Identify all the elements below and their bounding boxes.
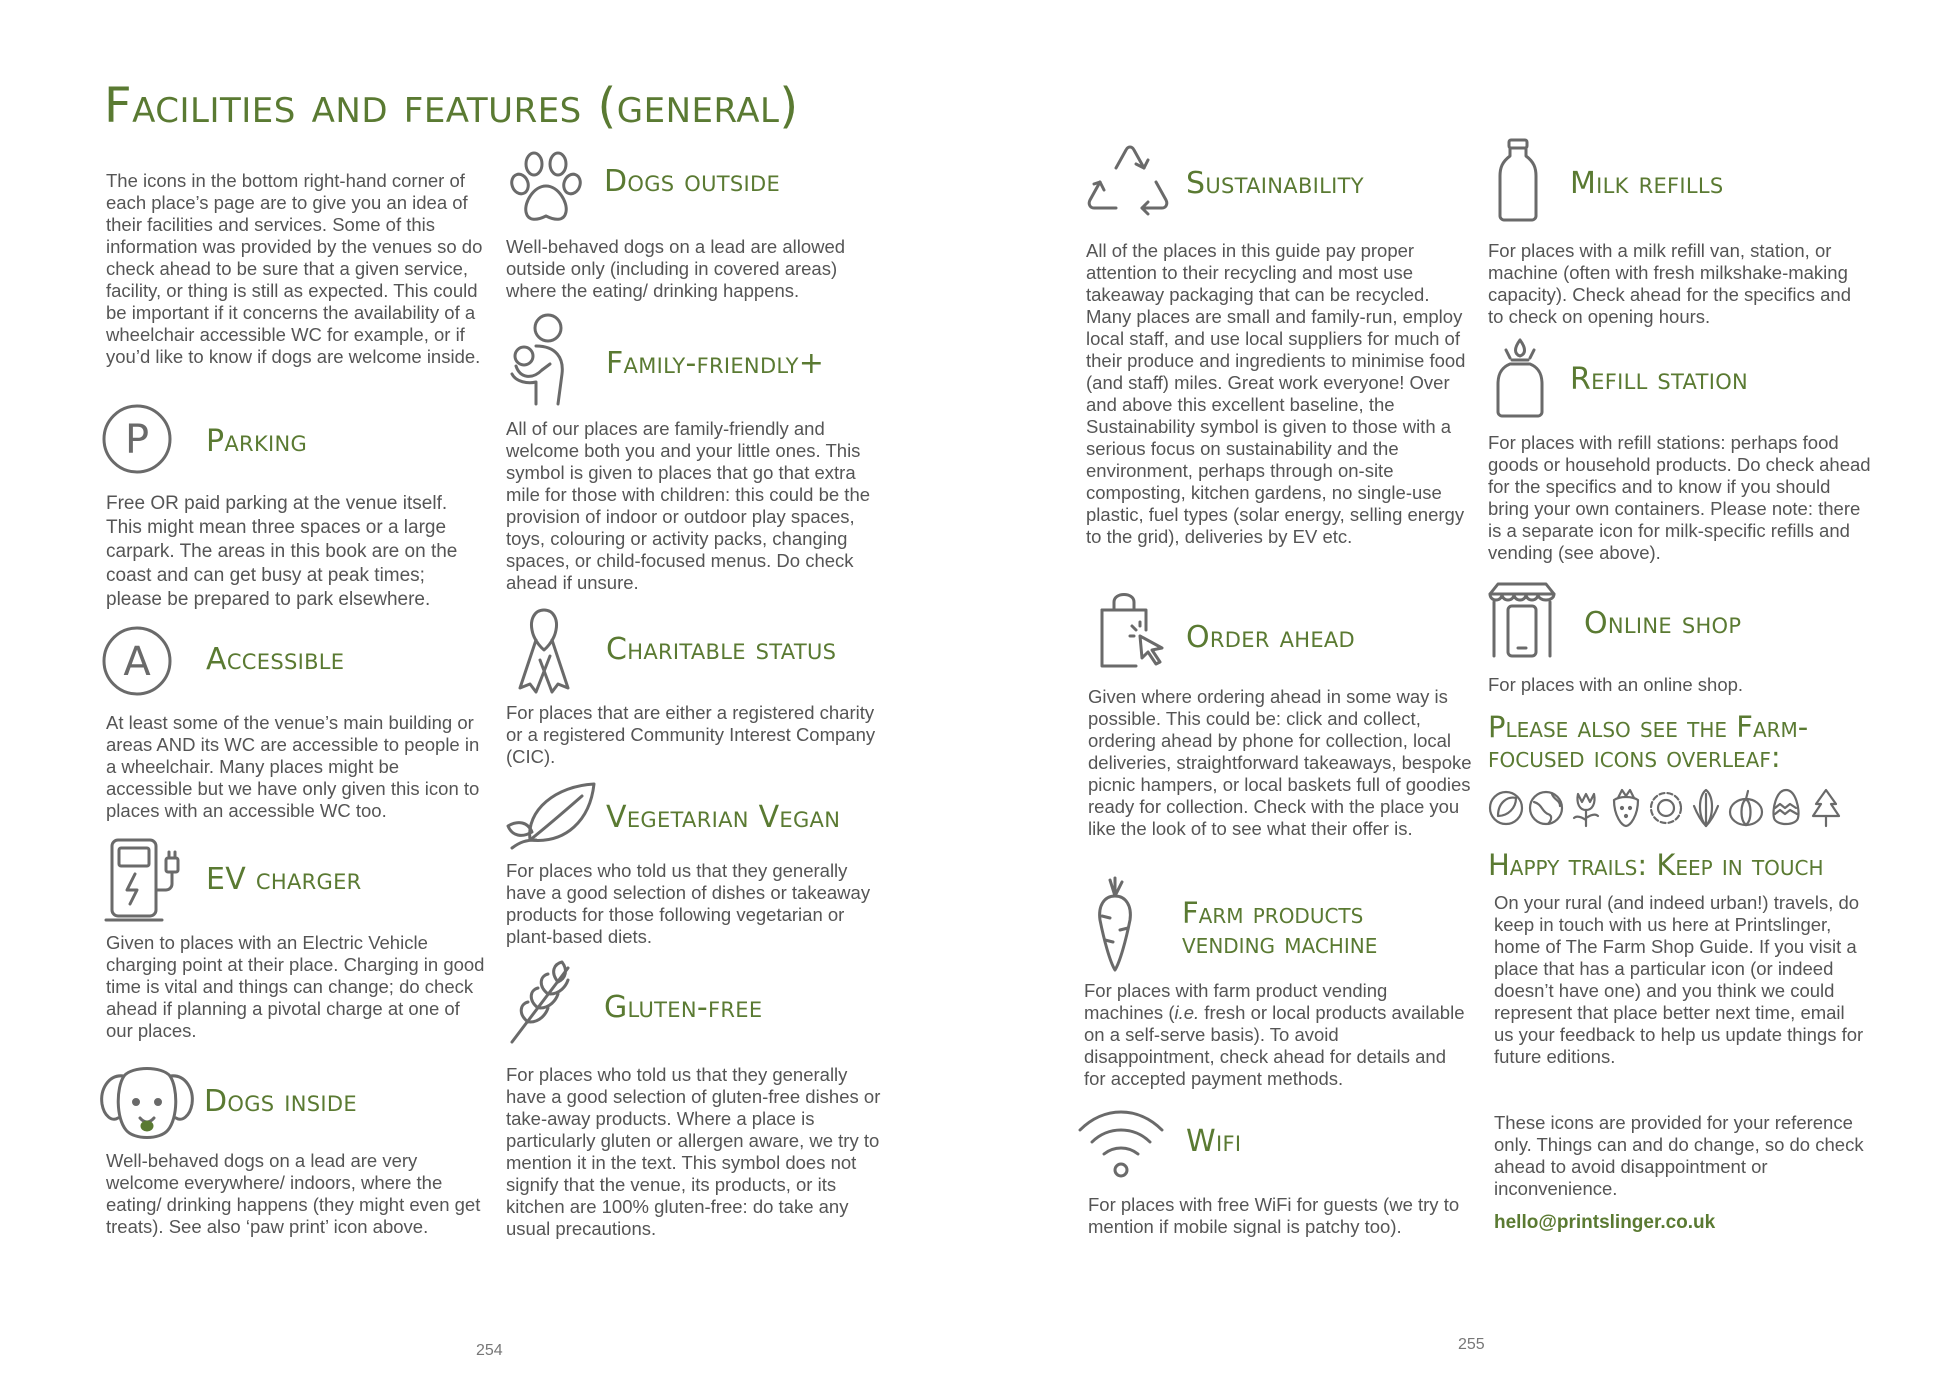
paw-print-icon [506,150,586,228]
charitable-text: For places that are either a registered charity or a registered Community Interest Company (CIC). [506,702,876,767]
dogs-inside-title: Dogs inside [204,1084,357,1119]
wifi-icon [1076,1104,1166,1180]
happy-trails-text: On your rural (and indeed urban!) travels, do keep in touch with us here at Printslinger, home of The Farm Shop Guide. If you visit a place that has a particular icon (or indeed doesn’t have one) and you think we could represent that place better next time, email us your feedback to help us update things for future editions. [1494,892,1864,1067]
farm-title-line1: Farm products [1182,896,1364,930]
farm-icons-row [1488,786,1858,830]
happy-trails-title: Happy trails: Keep in touch [1488,848,1824,882]
ev-charger-icon [104,834,196,926]
parking-text: Free OR paid parking at the venue itself. This might mean three spaces or a large carpark. The areas in this book are on the coast and can get busy at peak times; please be prepared to park elsewhere. [106,493,458,610]
parent-child-icon [506,312,574,408]
online-title: Online shop [1584,606,1742,641]
gluten-text: For places who told us that they generally have a good selection of gluten-free dishes or take-away products. Where a place is particularly gluten or allergen aware, we try to mention it in the text. This symbol does not signify that the venue, its products, or its kitchen are 100% gluten-free: do take any usual precautions. [506,1064,881,1239]
dog-face-icon [98,1060,196,1142]
sunflower-icon [1651,793,1681,823]
farm-text-part: fresh or local products available on a self-serve basis). To avoid disappointment, check ahead for details and for accepted payment methods. [1084,1002,1465,1089]
wifi-text: For places with free WiFi for guests (we try to mention if mobile signal is patchy too). [1088,1194,1460,1237]
family-text: All of our places are family-friendly and welcome both you and your little ones. This symbol is given to places that go that extra mile for those with children: this could be the provision of indoor or outdoor play spaces, toys, colouring or activity packs, changing spaces, or child-focused menus. Do check ahead if unsure. [506,418,871,593]
farm-text-em: i.e. [1174,1002,1200,1023]
milk-bottle-icon [1496,136,1540,222]
sustainability-text: All of the places in this guide pay proper attention to their recycling and most use takeaway packaging that can be recycled. Many places are small and family-run, employ local staff, and use local suppliers for much of their produce and ingredients to minimise food (and staff) miles. Great work everyone! Over and above this excellent baseline, the Sustainability symbol is given to those with a serious focus on sustainability and the environment, perhaps through on-site composting, kitchen gardens, no single-use plastic, fuel types (solar energy, selling energy to the grid), deliveries by EV etc. [1086,240,1466,547]
recycle-icon [1086,142,1170,228]
refill-jar-icon [1494,336,1546,418]
farm-icons-note-line1: Please also see the Farm- [1488,710,1809,744]
globe-icon [1530,792,1562,824]
page-number-left: 254 [476,1342,503,1359]
veg-text: For places who told us that they generally have a good selection of dishes or takeaway products for those following vegetarian or plant-based diets. [506,860,871,947]
accessible-text: At least some of the venue’s main building or areas AND its WC are accessible to people in a wheelchair. Many places might be accessible but we have only given this icon to places with an accessible WC too. [106,712,480,821]
accessible-icon [100,624,174,698]
order-text: Given where ordering ahead in some way is possible. This could be: click and collect, ordering ahead by phone for collection, local deliveries, straightforward takeaways, bespoke picnic hampers, or local baskets full of goodies ready for collection. Check with the place you like the look of to see what their offer is. [1088,686,1472,839]
leaf-icon [506,780,598,850]
ribbon-icon [514,604,574,696]
intro-text: The icons in the bottom right-hand corner of each place’s page are to give you an idea of their facilities and services. Some of this information was provided by the venues so do check ahead to be sure that a given service, facility, or thing is still as expected. This could be important if it concerns the availability of a wheelchair accessible WC for example, or if you’d like to know if dogs are welcome inside. [106,170,483,367]
ev-title: EV charger [206,862,362,897]
carrot-icon [1090,876,1140,974]
leaf-circle-icon [1490,792,1522,824]
contact-email-link[interactable]: hello@printslinger.co.uk [1494,1212,1716,1233]
wifi-title: Wifi [1186,1124,1242,1159]
farm-text [1084,980,1469,1090]
gluten-title: Gluten-free [604,990,763,1025]
milk-text: For places with a milk refill van, station, or machine (often with fresh milkshake-making capacity). Check ahead for the specifics and to check on opening hours. [1488,240,1851,327]
refill-title: Refill station [1570,362,1749,397]
online-text: For places with an online shop. [1488,674,1744,695]
charitable-title: Charitable status [606,632,837,667]
order-title: Order ahead [1186,620,1356,655]
shop-phone-icon [1486,580,1558,660]
farm-text-part: For places with farm product vending machines ( [1084,980,1388,1023]
family-title: Family-friendly+ [606,346,825,381]
veg-title: Vegetarian Vegan [606,800,841,835]
page-title: Facilities and features (general) [104,78,799,134]
dogs-outside-title: Dogs outside [604,164,781,199]
accessible-title: Accessible [206,642,345,677]
page-number-right: 255 [1458,1336,1485,1353]
corn-icon [1694,790,1718,826]
tree-icon [1813,790,1839,826]
strawberry-icon [1614,790,1638,826]
svg-text:A: A [123,639,151,685]
sustainability-title: Sustainability [1186,166,1364,201]
pumpkin-icon [1730,791,1762,825]
ev-text: Given to places with an Electric Vehicle charging point at their place. Charging in good time is vital and things can change; do check ahead if planning a pivotal charge at one of our places. [106,932,485,1041]
parking-icon [100,402,174,476]
svg-text:P: P [124,417,150,463]
tulip-icon [1574,794,1598,826]
dogs-inside-text: Well-behaved dogs on a lead are very welcome everywhere/ indoors, where the eating/ drinking happens (they might even get treats). See also ‘paw print’ icon above. [106,1150,481,1237]
wheat-icon [508,960,584,1046]
egg-icon [1774,790,1799,824]
dogs-outside-text: Well-behaved dogs on a lead are allowed outside only (including in covered areas) where the eating/ drinking happens. [506,236,846,301]
refill-text: For places with refill stations: perhaps food goods or household products. Do check ahead for the specifics and to know if you should bring your own containers. Please note: there is a separate icon for milk-specific refills and vending (see above). [1488,432,1871,563]
disclaimer-text: These icons are provided for your reference only. Things can and do change, so do check ahead to avoid disappointment or inconvenience. [1494,1112,1864,1199]
farm-icons-note-line2: focused icons overleaf: [1488,740,1781,774]
parking-title: Parking [206,424,308,459]
milk-title: Milk refills [1570,166,1724,201]
shopping-bag-cursor-icon [1096,590,1168,670]
farm-title-line2: vending machine [1182,926,1378,960]
